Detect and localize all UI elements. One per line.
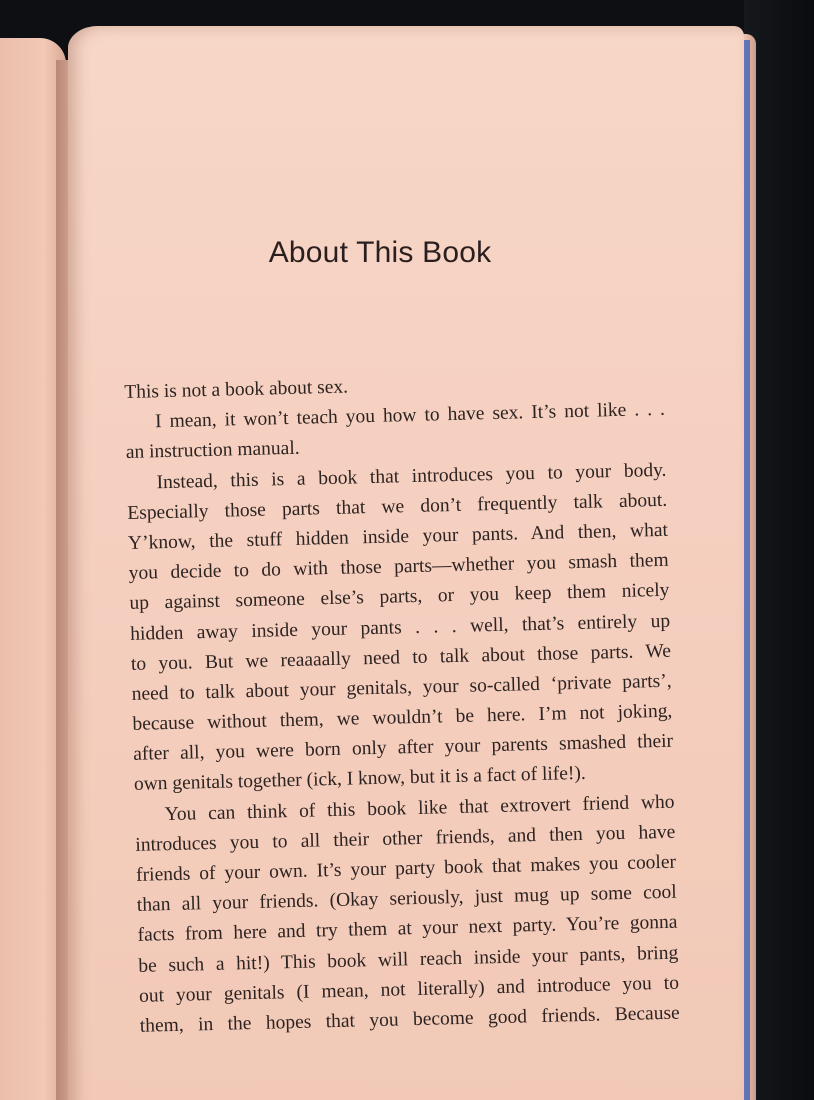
text-line: Especially those parts that we don’t frequently talk about. — [127, 489, 668, 524]
text-line: Instead, this is a book that introduces you to your body. — [156, 459, 667, 493]
chapter-title: About This Book — [268, 236, 492, 269]
text-line: facts from here and try them at your next party. You’re gonna — [137, 912, 678, 947]
body-text — [124, 365, 680, 1042]
text-line: need to talk about your genitals, your so-called ‘private parts’, — [131, 670, 672, 705]
text-line: own genitals together (ick, I know, but it is a fact of life!). — [133, 763, 587, 796]
text-line: an instruction manual. — [125, 438, 300, 464]
text-line: than all your friends. (Okay seriously, just mug up some cool — [136, 881, 677, 917]
text-line: you decide to do with those parts—whether you smash them — [128, 549, 669, 585]
text-line: to you. But we reaaaally need to talk about those parts. We — [130, 640, 672, 675]
text-line: out your genitals (I mean, not literally) and introduce you to — [138, 972, 680, 1007]
text-line: be such a hit!) This book will reach inside your pants, bring — [138, 942, 679, 977]
cover-edge-strip — [744, 40, 750, 1100]
text-line: because without them, we wouldn’t be here. I’m not joking, — [132, 700, 673, 735]
text-line: I mean, it won’t teach you how to have sex. It’s not like . . . — [154, 398, 666, 433]
text-line: them, in the hopes that you become good friends. Because — [139, 1002, 680, 1037]
text-line: You can think of this book like that extrovert friend who — [164, 791, 675, 825]
text-line: after all, you were born only after your parents smashed their — [132, 730, 674, 766]
text-line: This is not a book about sex. — [124, 376, 349, 403]
text-line: Y’know, the stuff hidden inside your pants. And then, what — [127, 519, 669, 554]
text-line: friends of your own. It’s your party book that makes you cooler — [135, 851, 677, 886]
text-line: up against someone else’s parts, or you keep them nicely — [129, 580, 670, 615]
text-line: hidden away inside your pants . . . well, that’s entirely up — [129, 610, 671, 645]
text-line: introduces you to all their other friends, and then you have — [135, 821, 676, 856]
